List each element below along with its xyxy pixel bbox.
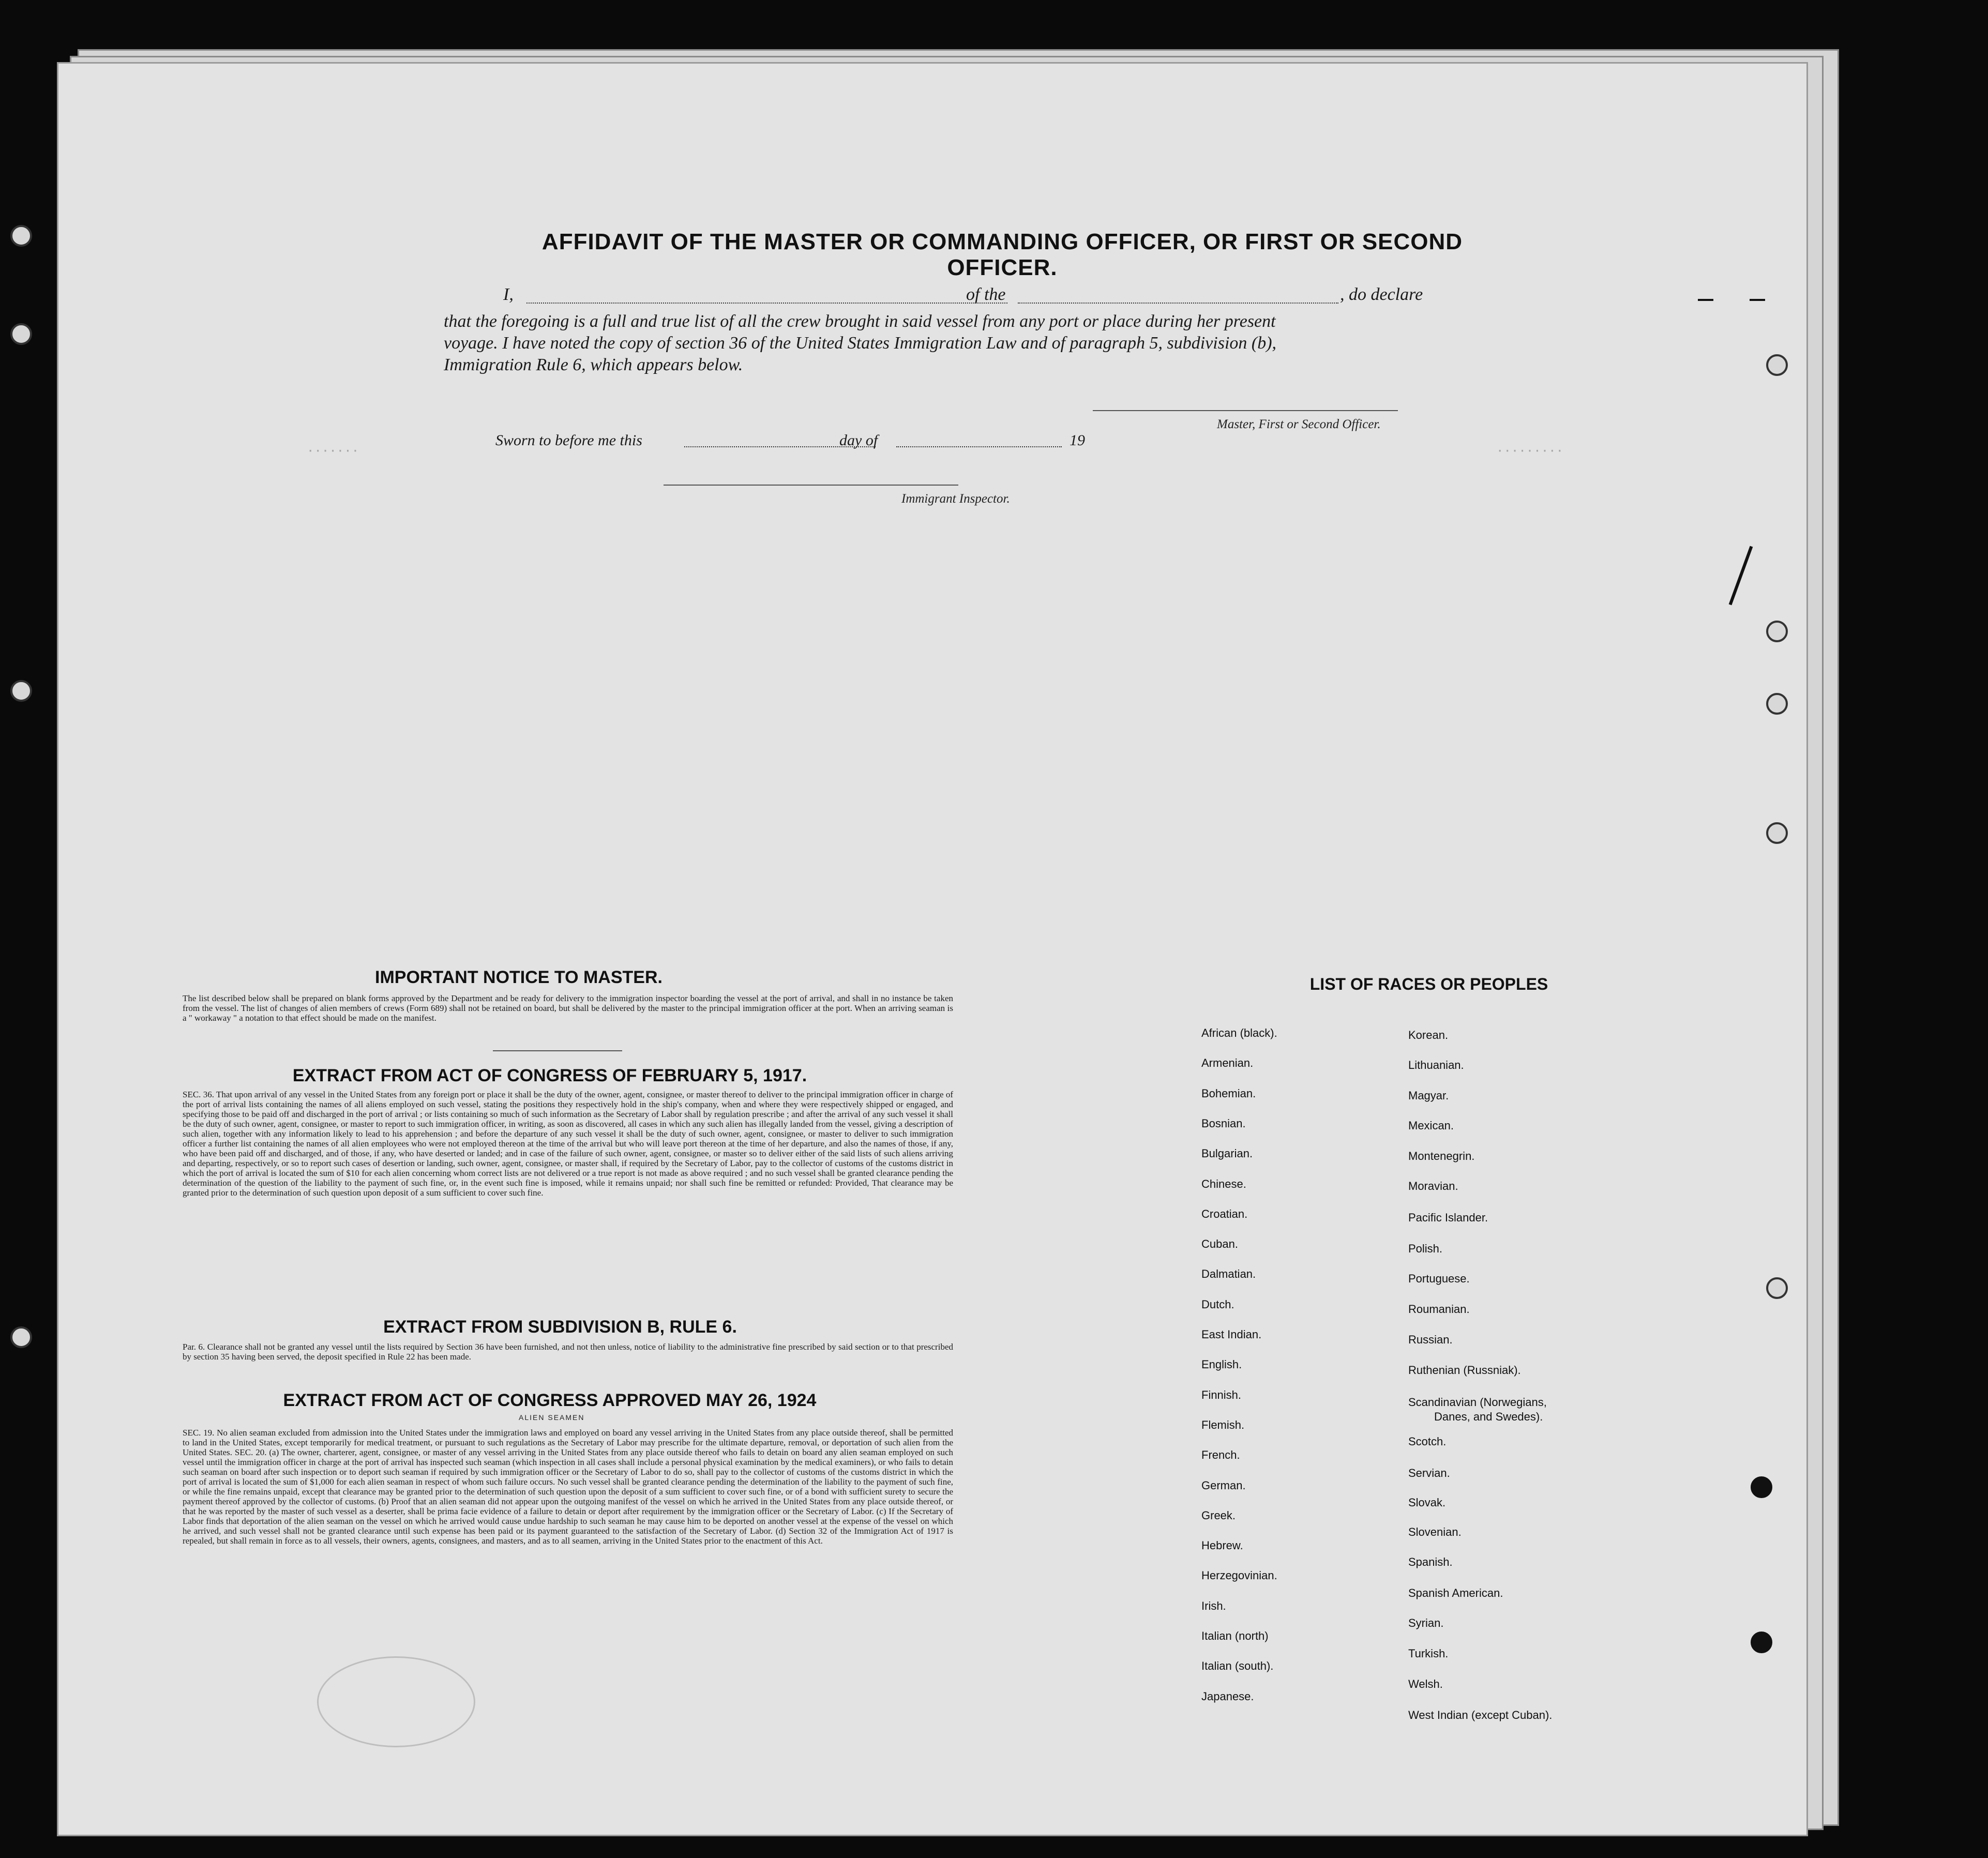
punch-hole: [1766, 354, 1788, 376]
race-item: Servian.: [1408, 1467, 1450, 1479]
race-item: Ruthenian (Russniak).: [1408, 1364, 1521, 1377]
affidavit-line-1: that the foregoing is a full and true list of all the crew brought in said vessel from any port or place during her present: [444, 312, 1276, 331]
race-item: Finnish.: [1201, 1388, 1242, 1401]
ink-mark: [1698, 299, 1713, 301]
race-item: Italian (north): [1201, 1629, 1269, 1642]
race-item: Japanese.: [1201, 1689, 1254, 1703]
race-item: Turkish.: [1408, 1647, 1449, 1660]
race-item: German.: [1201, 1478, 1246, 1492]
race-item: English.: [1201, 1358, 1242, 1371]
race-item: Italian (south).: [1201, 1659, 1274, 1673]
bleed-through: ·········: [1496, 444, 1564, 458]
bleed-through: ·······: [307, 444, 359, 458]
race-item: Bohemian.: [1201, 1086, 1256, 1100]
race-item: Cuban.: [1201, 1237, 1238, 1251]
manifest-page: [57, 62, 1808, 1836]
race-item: Scandinavian (Norwegians,: [1408, 1396, 1547, 1409]
declare-of-the: of the: [966, 285, 1006, 304]
punch-hole: [10, 1326, 32, 1348]
punch-hole: [1766, 621, 1788, 642]
notice-text: The list described below shall be prepared on blank forms approved by the Department and be ready for delivery to the immigration inspector boarding the vessel at the port of arrival, and shall in no instance be taken from the vessel. The list of changes of alien members of crews (Form 689) shall not be retained on board, but shall be delivered by the master to the principal immigration officer at the port. When an arriving seaman is a " workaway " a notation to that effect should be made on the manifest.: [183, 993, 953, 1023]
race-item: Danes, and Swedes).: [1434, 1410, 1543, 1423]
punch-hole: [10, 680, 32, 702]
extract-1917-text: SEC. 36. That upon arrival of any vessel in the United States from any foreign port or place it shall be the duty of the owner, agent, consignee, or master thereof to deliver to the principal immigration officer in charge of the port of arrival lists containing the names of all aliens employed on such vessel, stating the positions they respectively hold in the ship's company, when and where they were respectively shipped or engaged, and specifying those to be paid off and discharged in the port of arrival ; or lists containing so much of such information as the Secretary of Labor shall by regulation prescribe ; and after the arrival of any such vessel it shall be the duty of such owner, agent, consignee, or master to report to such immigration officer, in writing, as soon as discovered, all cases in which any such alien has illegally landed from the vessel, giving a description of such alien, together with any information likely to lead to his apprehension ; and before the departure of any such vessel it shall be the duty of such owner, agent, consignee, or master to deliver to such immigration officer a further list containing the names of all alien employees who were not employed thereon at the time of the arrival but who will leave port thereon at the time of her departure, and also the names of those, if any, who have been paid off and discharged, and of those, if any, who have deserted or landed; and in case of the failure of such owner, agent, consignee, or master so to deliver either of the said lists of such aliens arriving and departing, respectively, or so to report such cases of desertion or landing, such owner, agent, consignee, or master shall, if required by the Secretary of Labor, pay to the collector of customs of the customs district in which the port of arrival is located the sum of $10 for each alien concerning whom correct lists are not delivered or a true report is not made as above required ; and no such vessel shall be granted clearance pending the determination of the question of the liability to the payment of such fine, or, in the event such fine is imposed, while it remains unpaid; nor shall such fine be remitted or refunded: Provided, That clearance may be granted prior to the determination of such question upon deposit of a sum sufficient to cover such fine.: [183, 1090, 953, 1198]
race-item: Montenegrin.: [1408, 1150, 1475, 1162]
race-item: Spanish American.: [1408, 1587, 1503, 1599]
punch-hole: [10, 323, 32, 345]
race-item: Spanish.: [1408, 1555, 1453, 1568]
punch-hole: [1766, 822, 1788, 844]
punch-hole: [1766, 693, 1788, 715]
race-item: Armenian.: [1201, 1056, 1254, 1070]
race-item: French.: [1201, 1448, 1240, 1462]
subdivision-b-text: Par. 6. Clearance shall not be granted any vessel until the lists required by Section 36 have been furnished, and not then unless, notice of liability to the administrative fine prescribed by said section or to that prescribed by section 35 having been served, the deposit specified in Rule 22 has been made.: [183, 1342, 953, 1362]
ink-mark: [1750, 299, 1765, 301]
race-item: Lithuanian.: [1408, 1059, 1464, 1071]
race-item: Roumanian.: [1408, 1303, 1470, 1316]
ink-mark: [1729, 546, 1753, 606]
name-line: [526, 303, 1007, 304]
race-item: Dalmatian.: [1201, 1267, 1256, 1281]
race-item: Greek.: [1201, 1508, 1236, 1522]
race-item: Bulgarian.: [1201, 1147, 1253, 1160]
race-item: Croatian.: [1201, 1207, 1248, 1220]
sworn-month-line: [896, 446, 1062, 447]
sworn-day: day of: [839, 432, 878, 449]
affidavit-line-3: Immigration Rule 6, which appears below.: [444, 355, 743, 374]
inspector-line: [664, 485, 958, 486]
race-item: Welsh.: [1408, 1678, 1443, 1690]
race-item: Flemish.: [1201, 1418, 1245, 1431]
extract-1917-heading: EXTRACT FROM ACT OF CONGRESS OF FEBRUARY 5, 1917.: [292, 1066, 807, 1085]
race-item: Magyar.: [1408, 1089, 1449, 1102]
punch-hole: [1766, 1277, 1788, 1299]
inspector-caption: Immigrant Inspector.: [901, 492, 1010, 506]
declare-do: , do declare: [1340, 285, 1423, 304]
race-item: Herzegovinian.: [1201, 1569, 1277, 1582]
race-item: Portuguese.: [1408, 1272, 1470, 1285]
notice-divider: [493, 1050, 622, 1051]
race-item: Bosnian.: [1201, 1116, 1246, 1130]
sworn-year: 19: [1070, 432, 1085, 449]
signature-line: [1093, 410, 1398, 411]
race-item: Dutch.: [1201, 1297, 1234, 1311]
race-item: Mexican.: [1408, 1119, 1454, 1132]
race-item: East Indian.: [1201, 1328, 1262, 1341]
affidavit-line-2: voyage. I have noted the copy of section 36 of the United States Immigration Law and of paragraph 5, subdivision (b),: [444, 334, 1277, 353]
race-item: Scotch.: [1408, 1435, 1447, 1448]
race-item: Slovak.: [1408, 1496, 1446, 1509]
stamp-impression: [317, 1656, 475, 1747]
race-item: West Indian (except Cuban).: [1408, 1709, 1553, 1721]
sworn-prefix: Sworn to before me this: [495, 432, 642, 449]
race-item: Korean.: [1408, 1029, 1449, 1041]
race-item: Russian.: [1408, 1333, 1453, 1346]
race-item: Slovenian.: [1408, 1525, 1462, 1538]
punch-hole: [10, 225, 32, 247]
race-item: Chinese.: [1201, 1177, 1246, 1190]
notice-heading: IMPORTANT NOTICE TO MASTER.: [375, 968, 662, 987]
race-item: Moravian.: [1408, 1180, 1458, 1192]
affidavit-title: AFFIDAVIT OF THE MASTER OR COMMANDING OFFICER, OR FIRST OR SECOND OFFICER.: [541, 229, 1463, 280]
extract-1924-text: SEC. 19. No alien seaman excluded from admission into the United States under the immigration laws and employed on board any vessel arriving in the United States from any place outside thereof, shall be permitted to land in the United States, except temporarily for medical treatment, or pursuant to such regulations as the Secretary of Labor may prescribe for the ultimate departure, removal, or deportation of such alien from the United States. SEC. 20. (a) The owner, charterer, agent, consignee, or master of any vessel arriving in the United States from any place outside thereof who fails to detain on board any alien seaman employed on such vessel until the immigration officer in charge at the port of arrival has inspected such seaman (which inspection in all cases shall include a personal physical examination by the medical examiners), or who fails to detain such seaman on board after such inspection or to deport such seaman if required by such immigration officer or the Secretary of Labor to do so, shall pay to the collector of customs of the customs district in which the port of arrival is located the sum of $1,000 for each alien seaman in respect of whom such failure occurs. No such vessel shall be granted clearance pending the determination of the liability to the payment of such fine, or while the fine remains unpaid, except that clearance may be granted prior to the determination of such question upon the deposit of a sum sufficient to cover such fine, or of a bond with sufficient surety to secure the payment thereof approved by the collector of customs. (b) Proof that an alien seaman did not appear upon the outgoing manifest of the vessel on which he arrived in the United States from any place outside thereof, or that he was reported by the master of such vessel as a deserter, shall be prima facie evidence of a failure to detain or deport after requirement by the immigration officer or the Secretary of Labor. (c) If the Secretary of Labor finds that deportation of the alien seaman on the vessel on which he arrived would cause undue hardship to such seaman he may cause him to be deported on another vessel at the expense of the vessel on which he arrived, and such vessel shall not be granted clearance until such expense has been paid or its payment guaranteed to the satisfaction of the Secretary of Labor. (d) Section 32 of the Immigration Act of 1917 is repealed, but shall remain in force as to all vessels, their owners, agents, consignees, and masters, and as to all seamen, arriving in the United States prior to the enactment of this Act.: [183, 1428, 953, 1546]
declare-i: I,: [503, 285, 514, 304]
extract-1924-heading: EXTRACT FROM ACT OF CONGRESS APPROVED MAY 26, 1924: [283, 1391, 817, 1410]
punch-hole: [1751, 1476, 1772, 1498]
race-item: Polish.: [1408, 1242, 1443, 1255]
alien-seamen-subheading: ALIEN SEAMEN: [519, 1413, 585, 1422]
punch-hole: [1751, 1632, 1772, 1653]
race-item: Irish.: [1201, 1599, 1226, 1612]
race-item: African (black).: [1201, 1026, 1277, 1039]
subdivision-b-heading: EXTRACT FROM SUBDIVISION B, RULE 6.: [383, 1317, 737, 1337]
race-item: Syrian.: [1408, 1617, 1444, 1629]
race-item: Pacific Islander.: [1408, 1211, 1488, 1224]
vessel-line: [1018, 303, 1338, 304]
signature-caption: Master, First or Second Officer.: [1217, 417, 1381, 431]
race-item: Hebrew.: [1201, 1539, 1243, 1552]
races-heading: LIST OF RACES OR PEOPLES: [1309, 975, 1548, 993]
